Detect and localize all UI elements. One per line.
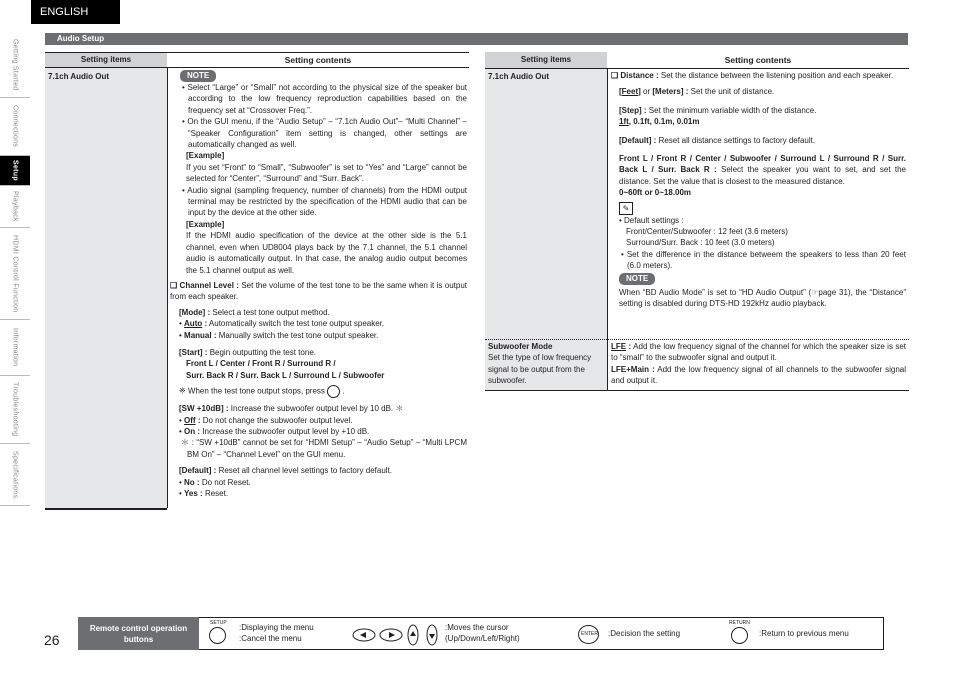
return-key-label: RETURN: [729, 620, 750, 626]
side-item-information[interactable]: Information: [0, 320, 30, 376]
stop-instruction: ※ When the test tone output stops, press .: [179, 385, 467, 398]
start-channels-2: Surr. Back R / Surr. Back L / Surround L / Subwoofer: [186, 370, 385, 380]
start-channels-1: Front L / Center / Front R / Surround R /: [186, 359, 336, 369]
page-reference-icon: ☞: [811, 287, 819, 297]
note-bullet-1: • Select “Large” or “Small” not according to the physical size of the speaker but according to the low frequency reproduction capabilities based on the frequency set at “Crossover Freq.”.: [182, 83, 468, 115]
header-setting-contents-right: Setting contents: [724, 55, 792, 65]
mode-manual: • Manual : Manually switch the test tone output speaker.: [179, 330, 379, 340]
setup-button-icon: [209, 627, 226, 644]
distance-range: 0~60ft or 0~18.00m: [619, 188, 692, 198]
pencil-icon: ✎: [619, 202, 633, 215]
sw-off: • Off : Do not change the subwoofer output level.: [179, 415, 353, 425]
right-content: [611, 70, 906, 310]
left-items-column: [45, 68, 167, 510]
start-setting: [Start] : Begin outputting the test tone.: [179, 347, 316, 357]
distance-unit: [Feet] or [Meters] : Set the unit of distance.: [619, 87, 775, 97]
enter-description: :Decision the setting: [608, 629, 681, 638]
side-item-troubleshooting[interactable]: Troubleshooting: [0, 376, 30, 444]
header-setting-items: Setting items: [45, 53, 167, 67]
item-71ch-audio-out: 7.1ch Audio Out: [48, 72, 110, 81]
note-bullet-2: • On the GUI menu, if the “Audio Setup” – “7.1ch Audio Out”– “Multi Channel” – “Speaker Configuration” item setting is changed, other settings are automatically changed as well.: [182, 117, 467, 150]
example-text-1: If you set “Front” to “Small”, “Subwoofer” is set to “Yes” and “Large” cannot be selected for “Center”, “Surround” and “Surr. Back”.: [186, 162, 467, 184]
return-description: :Return to previous menu: [759, 629, 849, 638]
item-subwoofer-mode: Subwoofer Mode Set the type of low frequency signal to be output from the subwoofer.: [488, 342, 592, 386]
default-no: • No : Do not Reset.: [179, 477, 251, 487]
language-tab: ENGLISH: [31, 0, 120, 24]
defaults-label: • Default settings :: [619, 215, 684, 225]
default-yes: • Yes : Reset.: [179, 489, 229, 498]
note-badge-right: NOTE: [619, 273, 655, 285]
mode-auto: • Auto : Automatically switch the test tone output speaker.: [179, 319, 385, 329]
note-badge: NOTE: [180, 70, 216, 82]
return-button-icon-footer: [731, 627, 748, 644]
side-nav: [0, 32, 30, 507]
distance-step-values: 1ft, 0.1ft, 0.1m, 0.01m: [619, 117, 700, 127]
sw-on: • On : Increase the subwoofer output level by +10 dB.: [179, 426, 370, 436]
subwoofer-lfe: LFE : Add the low frequency signal of the channel for which the speaker size is set to “small” to the subwoofer signal and output it.: [611, 342, 907, 363]
example-text-2: If the HDMI audio specification of the device at the other side is the 5.1 channel, even when UD8004 plays back by the 7.1 channel, the 5.1 channel audio is automatically output. In that case, the analog audio output becomes the 5.1 channel output as well.: [186, 231, 467, 275]
side-item-setup[interactable]: Setup: [0, 156, 30, 186]
cursor-description: :Moves the cursor (Up/Down/Left/Right): [445, 623, 520, 643]
side-item-playback[interactable]: Playback: [0, 186, 30, 228]
example-label-2: [Example]: [186, 219, 225, 229]
note-bullet-3: • Audio signal (sampling frequency, number of channels) from the HDMI output terminal may be restricted by the specification of the HDMI audio that can be input by the device at the other side.: [182, 185, 467, 218]
bd-audio-note: When “BD Audio Mode” is set to “HD Audio Output” (☞page 31), the “Distance” setting is disabled during DTS-HD 192kHz audio playback.: [619, 287, 906, 309]
return-button-icon: [327, 385, 340, 398]
cursor-buttons-icon: [352, 623, 442, 647]
distance-speakers: Front L / Front R / Center / Subwoofer / Surround L / Surround R / Surr. Back L / Surr. Back R : Select the speaker you want to set, and set the distance. Set the value that is closest to the measured distance.: [619, 154, 907, 186]
side-item-specifications[interactable]: Specifications: [0, 444, 30, 506]
side-item-getting-started[interactable]: Getting Started: [0, 32, 30, 98]
default-setting: [Default] : Reset all channel level settings to factory default.: [179, 466, 392, 476]
subwoofer-lfe-main: LFE+Main : Add the low frequency signal of all channels to the subwoofer signal and output it.: [611, 364, 907, 386]
enter-key-label: ENTER: [581, 631, 598, 637]
distance-default: [Default] : Reset all distance settings to factory default.: [619, 135, 816, 145]
item-71ch-audio-out-right: 7.1ch Audio Out: [488, 72, 550, 81]
remote-control-label: Remote control operation buttons: [78, 617, 199, 650]
defaults-line-1: Front/Center/Subwoofer : 12 feet (3.6 meters): [626, 227, 788, 237]
header-setting-contents: Setting contents: [284, 55, 352, 65]
sw-10db-setting: [SW +10dB] : Increase the subwoofer output level by 10 dB. ＊: [179, 404, 404, 414]
distance-setting: ❑ Distance : Set the distance between the listening position and each speaker.: [611, 71, 894, 80]
setup-key-label: SETUP: [210, 620, 227, 626]
left-content: [170, 70, 467, 499]
channel-level: ❑ Channel Level : Set the volume of the test tone to be the same when it is output from each speaker.: [170, 280, 467, 302]
sw-asterisk-note: ＊ : “SW +10dB” cannot be set for “HDMI Setup” – “Audio Setup” – “Multi LPCM BM On” – “Channel Level” on the GUI menu.: [181, 438, 467, 459]
page-number: 26: [44, 632, 60, 648]
defaults-line-2: Surround/Surr. Back : 10 feet (3.0 meters): [626, 238, 775, 248]
subwoofer-mode-content: [611, 341, 906, 387]
section-title-bar: Audio Setup: [45, 33, 908, 45]
setup-description: :Displaying the menu :Cancel the menu: [239, 623, 314, 643]
distance-diff-note: • Set the difference in the distance betweem the speakers to less than 20 feet (6.0 meters).: [621, 249, 906, 271]
header-setting-items-right: Setting items: [485, 52, 607, 68]
example-label: [Example]: [186, 151, 225, 161]
mode-setting: [Mode] : Select a test tone output method.: [179, 307, 330, 317]
side-item-connections[interactable]: Connections: [0, 98, 30, 156]
distance-step: [Step] : Set the minimum variable width of the distance.: [619, 105, 817, 115]
side-item-hdmi-control[interactable]: HDMI Control Function: [0, 228, 30, 320]
